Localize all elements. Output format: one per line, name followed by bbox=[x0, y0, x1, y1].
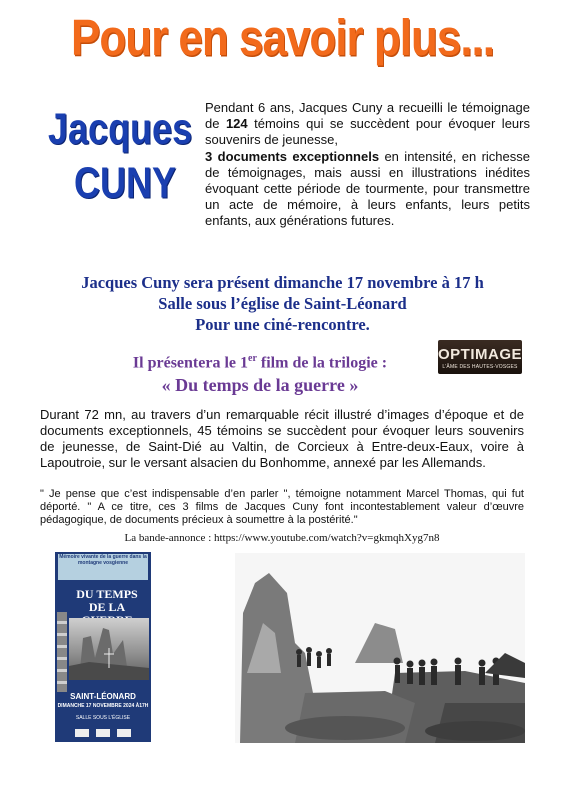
trilogy-sup: er bbox=[248, 353, 257, 364]
poster-banner: Mémoire vivante de la guerre dans la montagne vosgienne bbox=[58, 554, 148, 580]
author-last-name: CUNY bbox=[74, 157, 177, 207]
page-title: Pour en savoir plus... bbox=[70, 10, 494, 67]
film-description: Durant 72 mn, au travers d’un remarquable récit illustré d’images d’époque et de documents exceptionnels, 45 témoins se succèdent pour évoquer leurs souvenirs de jeunesse, de Saint-Dié au Valtin, de Corcieux à Entre-deux-Eaux, voire à Lapoutroie, sur le versant alsacien du Bonhomme, annexé par les Allemands. bbox=[40, 407, 524, 470]
poster-place: SAINT-LÉONARD bbox=[70, 692, 136, 701]
logo-tagline: L’ÂME DES HAUTES-VOSGES bbox=[442, 364, 518, 370]
intro-p1-end: témoins qui se succèdent pour évoquer leurs souvenirs de jeunesse, bbox=[205, 116, 530, 148]
poster-sponsor-logos bbox=[75, 729, 131, 737]
witness-count: 124 bbox=[225, 116, 248, 132]
poster-venue: SALLE SOUS L’ÉGLISE bbox=[75, 715, 131, 721]
testimony-quote: " Je pense que c’est indispensable d’en parler ", témoigne notamment Marcel Thomas, qui fut déporté. " A ce titre, ces 3 films de Jacques Cuny font incontestablement valeur d’œuvre pédagogique, de documents précieux à soumettre à la postérité." bbox=[40, 488, 524, 527]
announce-line-1: Jacques Cuny sera présent dimanche 17 novembre à 17 h bbox=[81, 273, 484, 292]
poster-ruins-image bbox=[69, 618, 149, 680]
war-ruins-photo bbox=[235, 553, 525, 743]
trilogy-intro-end: film de la trilogie : bbox=[256, 354, 388, 372]
announce-line-2: Salle sous l’église de Saint-Léonard bbox=[158, 294, 407, 313]
intro-text bbox=[205, 100, 530, 230]
logo-name: OPTIMAGE bbox=[438, 346, 523, 363]
trailer-link[interactable]: La bande-annonce : https://www.youtube.com/watch?v=gkmqhXyg7n8 bbox=[124, 532, 440, 544]
announce-line-3: Pour une ciné-rencontre. bbox=[195, 315, 370, 334]
poster-title: DU TEMPS DE LA bbox=[76, 587, 138, 614]
author-first-name: Jacques bbox=[48, 103, 193, 153]
poster-date: DIMANCHE 17 NOVEMBRE 2024 À17H bbox=[57, 703, 149, 709]
film-poster bbox=[55, 552, 151, 742]
poster-side-photos bbox=[57, 612, 67, 692]
film-title: « Du temps de la guerre » bbox=[161, 375, 359, 396]
trilogy-intro: Il présentera le 1 bbox=[132, 354, 248, 372]
optimage-logo bbox=[438, 340, 522, 374]
trilogy-heading bbox=[90, 348, 430, 396]
intro-p2: en intensité, en richesse de témoignages, mais aussi en illustrations inédites évoquant cette période de tourmente, pour transmettre un acte de mémoire, à leurs enfants, leurs petits enfants, aux générations futures. bbox=[205, 148, 530, 229]
documents-highlight: 3 documents exceptionnels bbox=[205, 148, 380, 164]
event-announcement bbox=[0, 272, 565, 335]
intro-p1-start: Pendant 6 ans, Jacques Cuny a recueilli le témoignage de bbox=[205, 100, 530, 132]
